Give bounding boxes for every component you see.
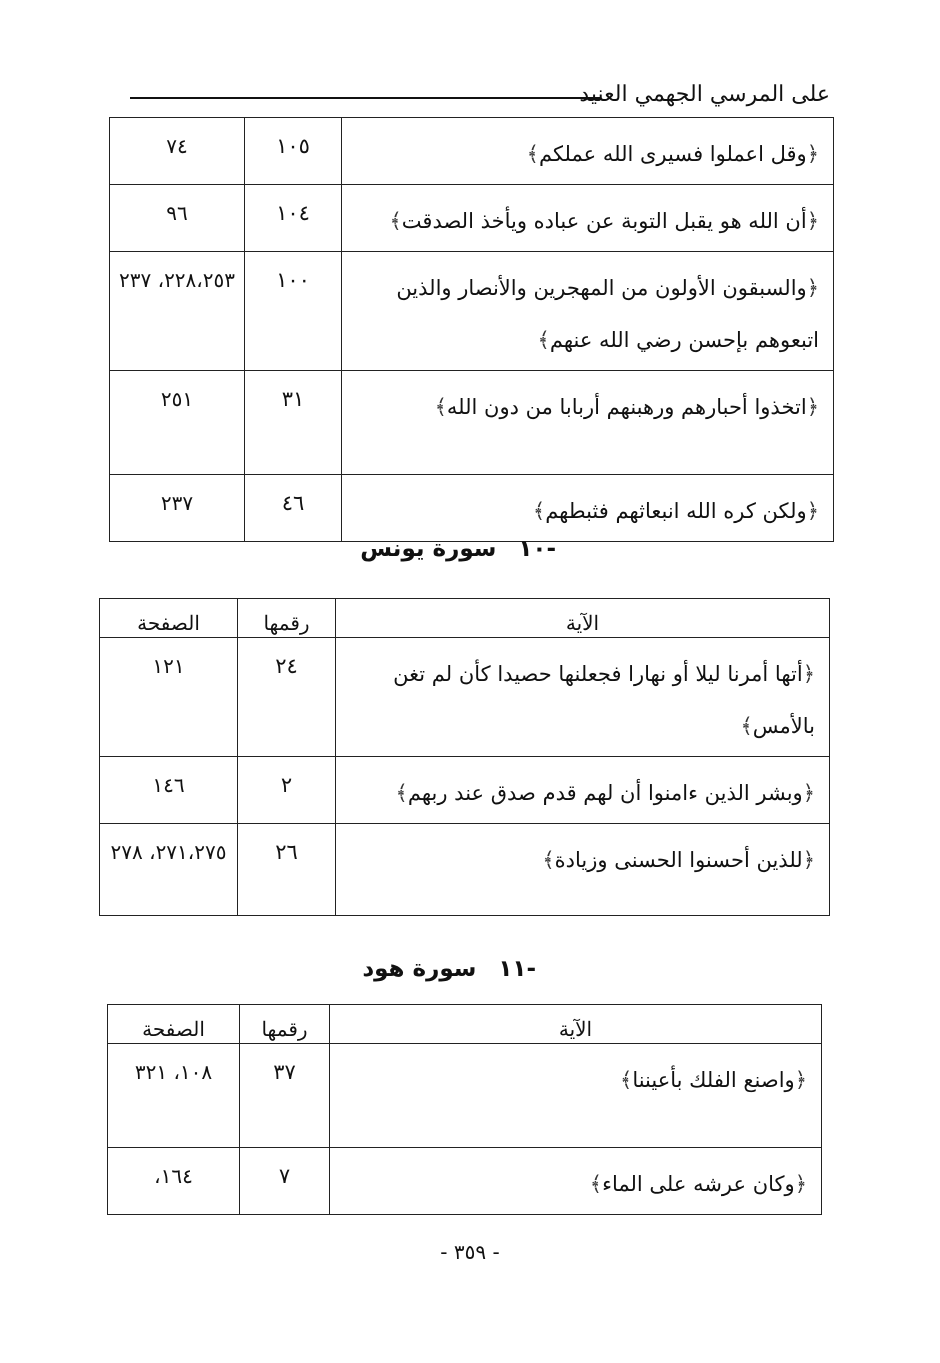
table-row	[108, 1148, 822, 1215]
verses-table-yunus	[99, 598, 830, 916]
column-header-page: الصفحة	[100, 599, 238, 638]
ayah-number: ٢٦	[238, 824, 336, 916]
page-refs: ١٢١	[100, 638, 238, 757]
column-header-number: رقمها	[238, 599, 336, 638]
ayah-number: ١٠٤	[245, 185, 342, 252]
ayah-number: ٤٦	[245, 475, 342, 542]
table-row	[110, 118, 834, 185]
ayah-number: ٧	[240, 1148, 330, 1215]
header-rule	[130, 97, 600, 99]
ayah-cell: ﴿للذين أحسنوا الحسنى وزيادة﴾	[336, 824, 830, 916]
ayah-cell: ﴿وكان عرشه على الماء﴾	[330, 1148, 822, 1215]
ayah-number: ١٠٠	[245, 252, 342, 371]
page-refs: ١٦٤،	[108, 1148, 240, 1215]
table-row	[110, 371, 834, 475]
ayah-cell: ﴿ولكن كره الله انبعاثهم فثبطهم﴾	[342, 475, 834, 542]
table-row	[110, 475, 834, 542]
ayah-cell: ﴿وقل اعملوا فسيرى الله عملكم﴾	[342, 118, 834, 185]
page-refs: ١٤٦	[100, 757, 238, 824]
page-number: - ٣٥٩ -	[440, 1240, 500, 1264]
ayah-cell: ﴿وبشر الذين ءامنوا أن لهم قدم صدق عند ربهم﴾	[336, 757, 830, 824]
table-row	[100, 757, 830, 824]
ayah-cell: ﴿أتها أمرنا ليلا أو نهارا فجعلنها حصيدا كأن لم تغن بالأمس﴾	[336, 638, 830, 757]
ayah-number: ٢٤	[238, 638, 336, 757]
column-header-ayah: الآية	[330, 1005, 822, 1044]
page-refs: ٢٣٧	[110, 475, 245, 542]
page-refs: ١٠٨، ٣٢١	[108, 1044, 240, 1148]
column-header-number: رقمها	[240, 1005, 330, 1044]
verses-table-tawbah	[109, 117, 834, 542]
surah-title: سورة هود	[362, 956, 477, 982]
page-refs: ٢٥١	[110, 371, 245, 475]
ayah-cell: ﴿اتخذوا أحبارهم ورهبنهم أربابا من دون الله﴾	[342, 371, 834, 475]
column-header-page: الصفحة	[108, 1005, 240, 1044]
page-refs: ٢٢٨،٢٥٣، ٢٣٧	[110, 252, 245, 371]
ayah-number: ٣٧	[240, 1044, 330, 1148]
column-header-ayah: الآية	[336, 599, 830, 638]
ayah-number: ٣١	[245, 371, 342, 475]
ayah-number: ١٠٥	[245, 118, 342, 185]
ayah-cell: ﴿أن الله هو يقبل التوبة عن عباده ويأخذ الصدقت﴾	[342, 185, 834, 252]
header-title: على المرسي الجهمي العنيد	[579, 82, 830, 107]
table-header-row	[108, 1005, 822, 1044]
verses-table-hud	[107, 1004, 822, 1215]
table-row	[108, 1044, 822, 1148]
ayah-cell: ﴿واصنع الفلك بأعيننا﴾	[330, 1044, 822, 1148]
table-row	[110, 185, 834, 252]
page-refs: ٧٤	[110, 118, 245, 185]
ayah-number: ٢	[238, 757, 336, 824]
page-refs: ٢٧١،٢٧٥، ٢٧٨	[100, 824, 238, 916]
page-refs: ٩٦	[110, 185, 245, 252]
running-header	[130, 82, 830, 118]
surah-number: -١١	[498, 956, 536, 982]
table-row	[100, 638, 830, 757]
table-header-row	[100, 599, 830, 638]
surah-number: -١٠	[518, 536, 556, 562]
surah-heading-hud	[362, 956, 536, 982]
surah-title: سورة يونس	[360, 536, 497, 562]
table-row	[110, 252, 834, 371]
table-row	[100, 824, 830, 916]
ayah-cell: ﴿والسبقون الأولون من المهجرين والأنصار والذين اتبعوهم بإحسن رضي الله عنهم﴾	[342, 252, 834, 371]
surah-heading-yunus	[360, 536, 556, 562]
